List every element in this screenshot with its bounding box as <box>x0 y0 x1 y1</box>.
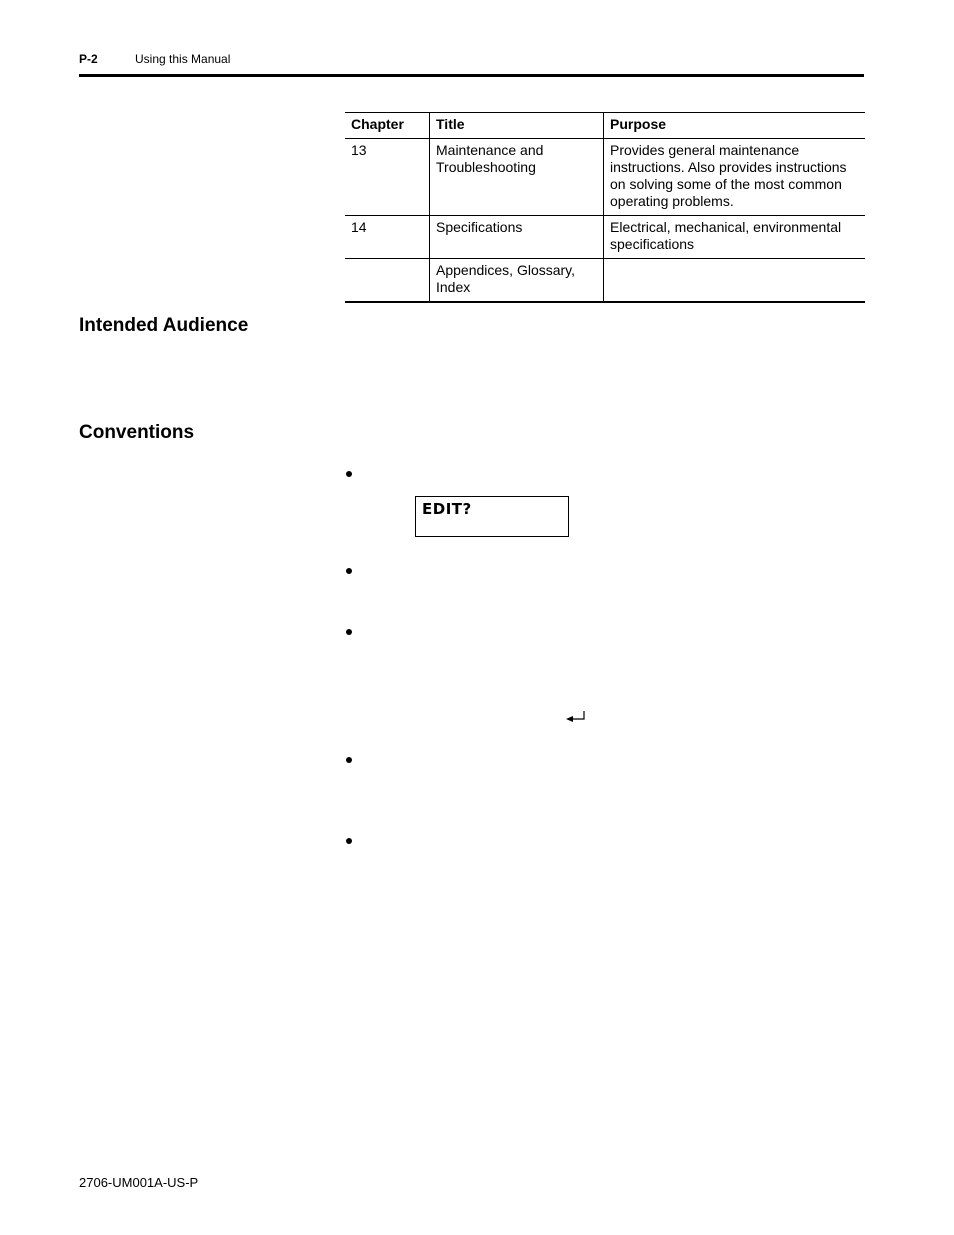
publication-number: 2706-UM001A-US-P <box>79 1175 199 1190</box>
title-cell: Appendices, Glossary, Index <box>430 259 604 303</box>
chapter-cell: 13 <box>345 139 430 216</box>
purpose-cell <box>604 259 866 303</box>
chapter-cell: 14 <box>345 216 430 259</box>
header-rule <box>79 74 864 77</box>
bullet-icon <box>346 471 352 477</box>
column-header-title: Title <box>430 113 604 139</box>
chapter-table <box>345 112 865 303</box>
bullet-icon <box>346 568 352 574</box>
heading-conventions: Conventions <box>79 422 195 443</box>
enter-key-icon <box>565 710 587 724</box>
chapter-cell <box>345 259 430 303</box>
column-header-chapter: Chapter <box>345 113 430 139</box>
purpose-cell: Electrical, mechanical, environmental specifications <box>604 216 866 259</box>
table-header-row <box>345 113 865 139</box>
heading-intended-audience: Intended Audience <box>79 315 249 336</box>
display-example-box <box>415 496 569 537</box>
title-cell: Specifications <box>430 216 604 259</box>
table-row <box>345 139 865 216</box>
bullet-icon <box>346 757 352 763</box>
purpose-cell: Provides general maintenance instructions. Also provides instructions on solving some of the most common operating problems. <box>604 139 866 216</box>
display-example-text: EDIT? <box>422 500 472 518</box>
bullet-icon <box>346 838 352 844</box>
column-header-purpose: Purpose <box>604 113 866 139</box>
table-row <box>345 216 865 259</box>
page-number: P-2 <box>79 52 98 66</box>
page-header <box>79 52 864 70</box>
running-title: Using this Manual <box>135 52 231 66</box>
title-cell: Maintenance and Troubleshooting <box>430 139 604 216</box>
table-row <box>345 259 865 303</box>
bullet-icon <box>346 629 352 635</box>
